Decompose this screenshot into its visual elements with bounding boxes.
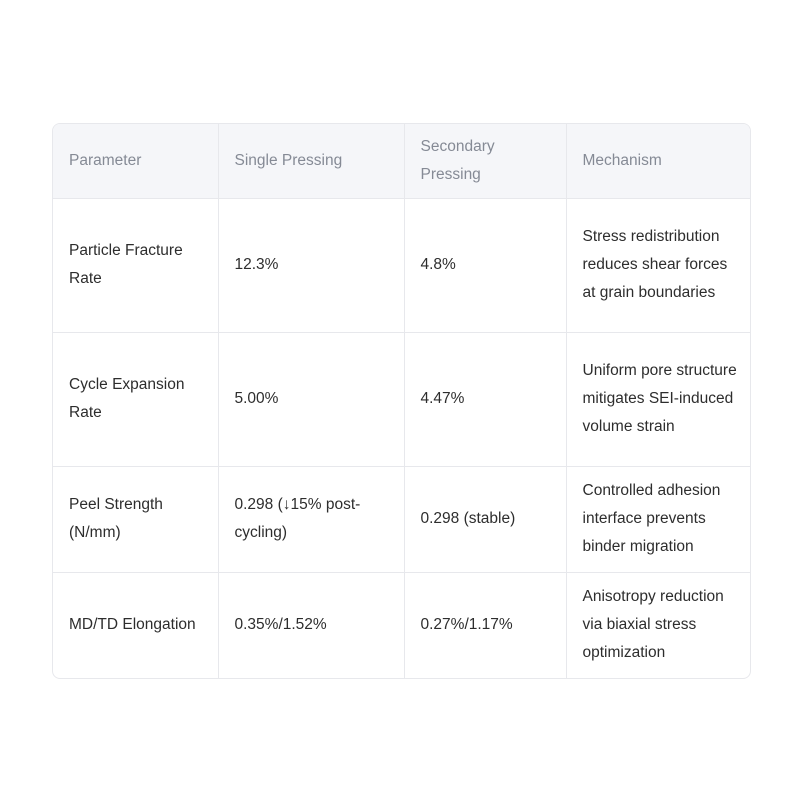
cell-secondary-pressing: 0.298 (stable) (404, 466, 566, 572)
cell-mechanism: Anisotropy reduction via biaxial stress optimization (582, 588, 724, 662)
comparison-table-container (52, 123, 751, 679)
table-header (53, 124, 750, 198)
cell-secondary-pressing: 0.27%/1.17% (404, 572, 566, 678)
header-parameter: Parameter (53, 124, 218, 198)
cell-single-pressing: 0.35%/1.52% (218, 572, 404, 678)
cell-secondary-pressing: 4.47% (404, 332, 566, 466)
cell-single-pressing: 12.3% (218, 198, 404, 332)
cell-mechanism: Controlled adhesion interface prevents binder migration (566, 466, 750, 572)
header-row (53, 124, 750, 198)
cell-mechanism: Stress redistribution reduces shear forces at grain boundaries (566, 198, 750, 332)
header-mechanism: Mechanism (566, 124, 750, 198)
comparison-table (53, 124, 750, 678)
header-secondary-pressing: Secondary Pressing (404, 124, 566, 198)
table-row (53, 332, 750, 466)
table-row (53, 572, 750, 678)
table-row (53, 466, 750, 572)
table-body (53, 198, 750, 678)
cell-mechanism: Uniform pore structure mitigates SEI-induced volume strain (566, 332, 750, 466)
cell-secondary-pressing: 4.8% (404, 198, 566, 332)
cell-parameter: Cycle Expansion Rate (53, 332, 218, 466)
cell-parameter: Particle Fracture Rate (53, 198, 218, 332)
header-single-pressing: Single Pressing (218, 124, 404, 198)
cell-parameter: Peel Strength (N/mm) (53, 466, 218, 572)
cell-single-pressing: 0.298 (↓15% post-cycling) (218, 466, 404, 572)
cell-parameter: MD/TD Elongation (53, 572, 218, 678)
table-row (53, 198, 750, 332)
cell-single-pressing: 5.00% (218, 332, 404, 466)
